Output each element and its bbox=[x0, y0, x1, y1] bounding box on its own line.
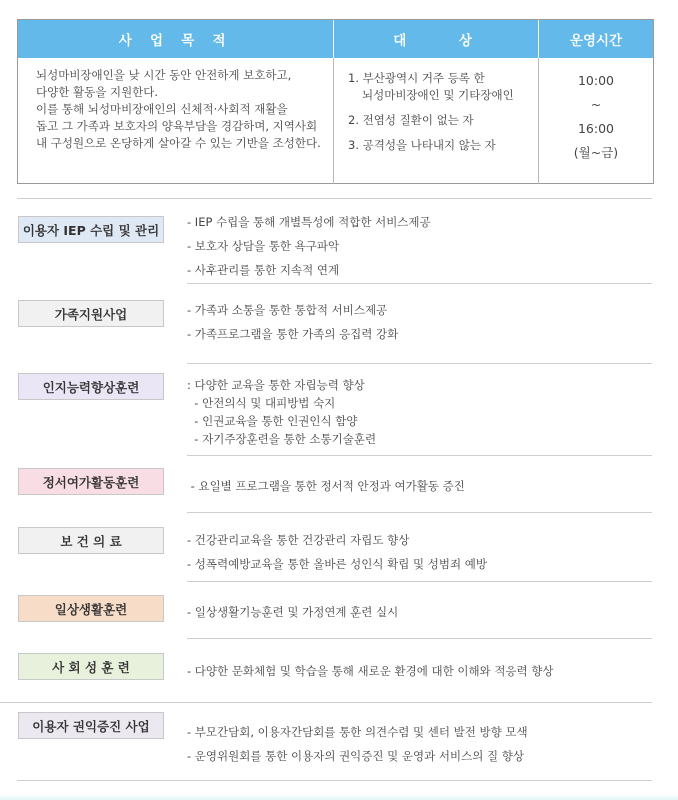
table-header-row bbox=[18, 20, 653, 58]
header-hours: 운영시간 bbox=[538, 20, 653, 58]
purpose-line: 뇌성마비장애인을 낮 시간 동안 안전하게 보호하고, bbox=[36, 68, 292, 82]
purpose-line: 돕고 그 가족과 보호자의 양육부담을 경감하며, 지역사회 bbox=[36, 119, 318, 133]
target-line: 3. 공격성을 나타내지 않는 자 bbox=[348, 138, 496, 152]
hours-cell bbox=[538, 58, 653, 184]
section-divider bbox=[17, 780, 652, 781]
target-item bbox=[348, 112, 534, 129]
purpose-line: 이를 통해 뇌성마비장애인의 신체적·사회적 재활을 bbox=[36, 102, 288, 116]
header-target-label: 대 상 bbox=[393, 33, 479, 49]
program-description bbox=[187, 600, 398, 624]
program-label: 이용자 IEP 수립 및 관리 bbox=[18, 216, 164, 243]
section-divider bbox=[187, 581, 652, 582]
purpose-cell bbox=[18, 58, 333, 184]
program-description bbox=[187, 474, 465, 498]
program-description-line: : 다양한 교육을 통한 자립능력 향상 bbox=[187, 378, 365, 392]
section-divider bbox=[187, 512, 652, 513]
bottom-gradient bbox=[0, 794, 678, 800]
hours-end: 16:00 bbox=[577, 121, 615, 136]
business-overview-table bbox=[17, 19, 654, 184]
hours-start: 10:00 bbox=[577, 73, 615, 88]
program-description-line: - 성폭력예방교육을 통한 올바른 성인식 확립 및 성범죄 예방 bbox=[187, 557, 488, 571]
section-divider bbox=[187, 283, 652, 284]
program-description-line: - 가족프로그램을 통한 가족의 응집력 강화 bbox=[187, 327, 399, 341]
program-description-line: - 가족과 소통을 통한 통합적 서비스제공 bbox=[187, 303, 388, 317]
target-item bbox=[348, 137, 534, 154]
section-divider bbox=[187, 638, 652, 639]
program-description-line: - 사후관리를 통한 지속적 연계 bbox=[187, 263, 340, 277]
program-description-line: - 운영위원회를 통한 이용자의 권익증진 및 운영과 서비스의 질 향상 bbox=[187, 749, 524, 763]
program-description bbox=[187, 528, 487, 576]
program-description-line: - 안전의식 및 대피방법 숙지 bbox=[187, 396, 336, 410]
section-divider bbox=[187, 455, 652, 456]
purpose-line: 다양한 활동을 지원한다. bbox=[36, 85, 159, 99]
program-description bbox=[187, 298, 398, 346]
target-line-cont: 뇌성마비장애인 및 기타장애인 bbox=[362, 88, 514, 102]
program-description-line: - 자기주장훈련을 통한 소통기술훈련 bbox=[187, 432, 377, 446]
hours-days: (월~금) bbox=[573, 145, 619, 160]
section-divider bbox=[187, 363, 652, 364]
target-cell bbox=[333, 58, 538, 184]
program-label: 인지능력향상훈련 bbox=[18, 373, 164, 400]
program-description-line: - 인권교육을 통한 인권인식 함양 bbox=[187, 414, 358, 428]
program-description bbox=[187, 376, 376, 448]
program-description-line: - 건강관리교육을 통한 건강관리 자립도 향상 bbox=[187, 533, 410, 547]
header-target bbox=[333, 20, 538, 58]
program-description bbox=[187, 659, 554, 683]
table-body-row bbox=[18, 58, 653, 184]
program-description bbox=[187, 210, 431, 282]
target-line: 1. 부산광역시 거주 등록 한 bbox=[348, 71, 485, 85]
program-label: 일상생활훈련 bbox=[18, 595, 164, 622]
program-label: 정서여가활동훈련 bbox=[18, 468, 164, 495]
hours-tilde: ~ bbox=[590, 97, 602, 112]
program-description-line: - 요일별 프로그램을 통한 정서적 안정과 여가활동 증진 bbox=[187, 479, 465, 493]
program-description-line: - IEP 수립을 통해 개별특성에 적합한 서비스제공 bbox=[187, 215, 431, 229]
target-line: 2. 전염성 질환이 없는 자 bbox=[348, 113, 474, 127]
program-label: 가족지원사업 bbox=[18, 300, 164, 327]
program-description-line: - 일상생활기능훈련 및 가정연계 훈련 실시 bbox=[187, 605, 399, 619]
program-label: 보 건 의 료 bbox=[18, 527, 164, 554]
section-divider bbox=[17, 198, 652, 199]
program-description-line: - 보호자 상담을 통한 욕구파악 bbox=[187, 239, 340, 253]
section-divider bbox=[0, 702, 652, 703]
target-item bbox=[348, 70, 534, 104]
header-purpose: 사 업 목 적 bbox=[118, 33, 233, 49]
program-description bbox=[187, 720, 528, 768]
purpose-line: 내 구성원으로 온당하게 살아갈 수 있는 기반을 조성한다. bbox=[36, 136, 321, 150]
program-label: 사 회 성 훈 련 bbox=[18, 653, 164, 680]
program-description-line: - 부모간담회, 이용자간담회를 통한 의견수렴 및 센터 발전 방향 모색 bbox=[187, 725, 528, 739]
program-description-line: - 다양한 문화체험 및 학습을 통해 새로운 환경에 대한 이해와 적응력 향상 bbox=[187, 664, 554, 678]
program-label: 이용자 권익증진 사업 bbox=[18, 712, 164, 739]
